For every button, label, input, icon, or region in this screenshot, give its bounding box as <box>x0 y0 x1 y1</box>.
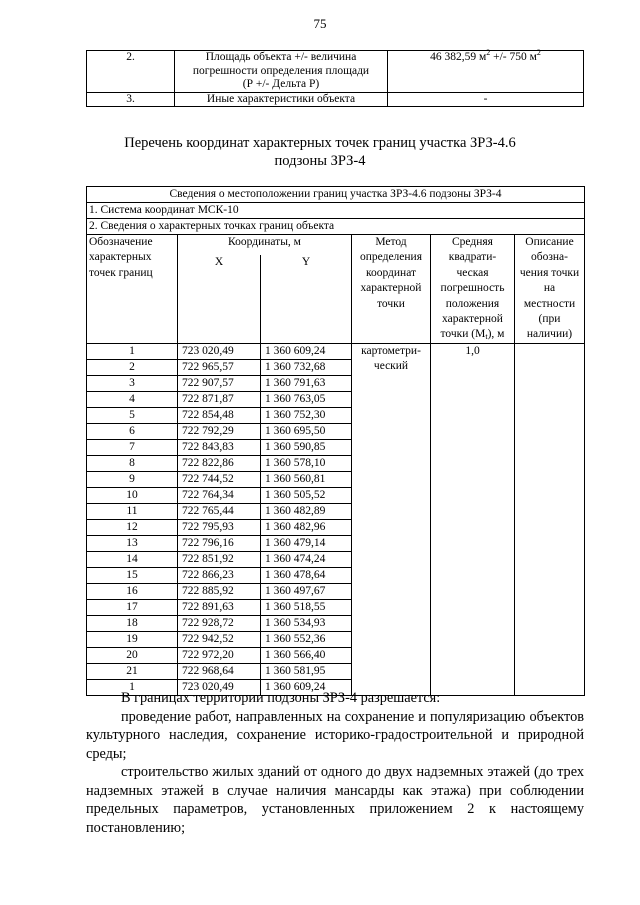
point-number: 15 <box>87 567 178 583</box>
coordinate-x: 722 928,72 <box>178 615 261 631</box>
area-tolerance: +/- 750 м <box>490 51 537 63</box>
coordinate-x: 722 744,52 <box>178 471 261 487</box>
point-number: 8 <box>87 455 178 471</box>
point-number: 2 <box>87 359 178 375</box>
header-accuracy <box>431 235 515 344</box>
header-accuracy-subscript: t <box>485 332 488 342</box>
point-number: 17 <box>87 599 178 615</box>
coordinate-y: 1 360 590,85 <box>261 439 352 455</box>
characteristic-value <box>388 48 584 93</box>
coordinate-y: 1 360 479,14 <box>261 535 352 551</box>
coordinate-y: 1 360 566,40 <box>261 647 352 663</box>
row-number: 2. <box>87 51 175 93</box>
coordinate-y: 1 360 497,67 <box>261 583 352 599</box>
coordinate-x: 722 795,93 <box>178 519 261 535</box>
coordinate-y: 1 360 505,52 <box>261 487 352 503</box>
table-row <box>87 51 584 93</box>
section-label: 2. Сведения о характерных точках границ объекта <box>87 219 585 235</box>
coordinate-y: 1 360 609,24 <box>261 343 352 359</box>
characteristic-name-line: (Р +/- Дельта Р) <box>242 78 320 90</box>
coordinates-table <box>86 186 585 696</box>
coordinate-y: 1 360 478,64 <box>261 567 352 583</box>
coordinate-x: 723 020,49 <box>178 679 261 695</box>
header-y: Y <box>261 255 352 343</box>
coordinate-y: 1 360 482,89 <box>261 503 352 519</box>
point-number: 19 <box>87 631 178 647</box>
point-number: 21 <box>87 663 178 679</box>
header-description: Описание обозна-чения точки на местности (при наличии) <box>515 235 585 344</box>
coordinate-system: 1. Система координат МСК-10 <box>87 203 585 219</box>
coordinate-y: 1 360 752,30 <box>261 407 352 423</box>
coordinate-y: 1 360 609,24 <box>261 679 352 695</box>
point-number: 20 <box>87 647 178 663</box>
point-number: 14 <box>87 551 178 567</box>
characteristic-value: - <box>388 92 584 107</box>
method-value-line: ческий <box>373 359 409 372</box>
point-number: 1 <box>87 679 178 695</box>
page-number: 75 <box>313 16 327 31</box>
section-subheading: подзоны ЗРЗ-4 <box>274 153 366 169</box>
point-number: 18 <box>87 615 178 631</box>
paragraph: строительство жилых зданий от одного до двух надземных этажей (до трех надземных этажей в случае наличия мансарды как этажа) при соблюдении предельных параметров, установленных приложением 2 к настоящему постановлению; <box>86 764 584 836</box>
table-row <box>87 343 585 359</box>
coordinate-x: 722 907,57 <box>178 375 261 391</box>
coordinate-x: 722 871,87 <box>178 391 261 407</box>
coordinate-x: 722 965,57 <box>178 359 261 375</box>
coordinate-x: 722 866,23 <box>178 567 261 583</box>
point-number: 6 <box>87 423 178 439</box>
coordinate-y: 1 360 534,93 <box>261 615 352 631</box>
object-characteristics-table <box>86 50 584 107</box>
characteristic-name-line: Площадь объекта +/- величина <box>205 51 357 63</box>
point-number: 10 <box>87 487 178 503</box>
coordinate-x: 722 942,52 <box>178 631 261 647</box>
header-x: X <box>178 255 261 343</box>
point-number: 5 <box>87 407 178 423</box>
coordinate-x: 722 822,86 <box>178 455 261 471</box>
coordinate-x: 722 854,48 <box>178 407 261 423</box>
coordinate-x: 722 972,20 <box>178 647 261 663</box>
paragraph: проведение работ, направленных на сохранение и популяризацию объектов культурного наследия, сохранение историко-градостроительной и природной среды; <box>86 708 584 762</box>
area-unit-superscript: 2 <box>486 48 491 57</box>
coordinate-x: 723 020,49 <box>178 343 261 359</box>
coordinate-x: 722 764,34 <box>178 487 261 503</box>
coordinate-y: 1 360 791,63 <box>261 375 352 391</box>
area-value: 46 382,59 м <box>430 51 487 63</box>
coordinate-y: 1 360 482,96 <box>261 519 352 535</box>
accuracy-value: 1,0 <box>431 343 515 695</box>
header-designation: Обозначение характерных точек границ <box>87 235 178 344</box>
header-accuracy-text: Средняя квадрати-ческая погрешность положения характерной точки (M <box>440 236 505 341</box>
coordinate-y: 1 360 695,50 <box>261 423 352 439</box>
table-title: Сведения о местоположении границ участка ЗРЗ-4.6 подзоны ЗРЗ-4 <box>87 187 585 203</box>
point-number: 13 <box>87 535 178 551</box>
coordinate-y: 1 360 763,05 <box>261 391 352 407</box>
point-number: 12 <box>87 519 178 535</box>
characteristic-name-line: погрешности определения площади <box>192 64 370 77</box>
coordinate-y: 1 360 552,36 <box>261 631 352 647</box>
coordinate-x: 722 851,92 <box>178 551 261 567</box>
method-value <box>352 343 431 695</box>
coordinate-x: 722 891,63 <box>178 599 261 615</box>
coordinate-x: 722 792,29 <box>178 423 261 439</box>
header-method: Метод определения координат характерной точки <box>352 235 431 344</box>
coordinate-y: 1 360 560,81 <box>261 471 352 487</box>
characteristic-name: Иные характеристики объекта <box>175 92 388 107</box>
coordinate-y: 1 360 581,95 <box>261 663 352 679</box>
coordinate-y: 1 360 732,68 <box>261 359 352 375</box>
point-number: 9 <box>87 471 178 487</box>
point-number: 3 <box>87 375 178 391</box>
header-accuracy-unit: ), м <box>487 328 505 341</box>
description-value <box>515 343 585 695</box>
coordinate-x: 722 968,64 <box>178 663 261 679</box>
coordinate-x: 722 885,92 <box>178 583 261 599</box>
coordinate-y: 1 360 518,55 <box>261 599 352 615</box>
method-value-line: картометри- <box>361 344 421 357</box>
row-number: 3. <box>87 92 175 107</box>
point-number: 11 <box>87 503 178 519</box>
area-unit-superscript: 2 <box>536 48 541 57</box>
point-number: 16 <box>87 583 178 599</box>
coordinate-x: 722 765,44 <box>178 503 261 519</box>
coordinate-x: 722 843,83 <box>178 439 261 455</box>
point-number: 4 <box>87 391 178 407</box>
coordinate-y: 1 360 578,10 <box>261 455 352 471</box>
paragraph: В границах территории подзоны ЗРЗ-4 разрешается: <box>121 690 441 706</box>
header-coordinates: Координаты, м <box>178 235 352 256</box>
coordinate-y: 1 360 474,24 <box>261 551 352 567</box>
point-number: 7 <box>87 439 178 455</box>
coordinate-x: 722 796,16 <box>178 535 261 551</box>
table-row <box>87 92 584 107</box>
section-heading: Перечень координат характерных точек границ участка ЗРЗ-4.6 <box>124 135 516 151</box>
body-text <box>86 689 584 837</box>
point-number: 1 <box>87 343 178 359</box>
characteristic-name <box>175 51 388 93</box>
